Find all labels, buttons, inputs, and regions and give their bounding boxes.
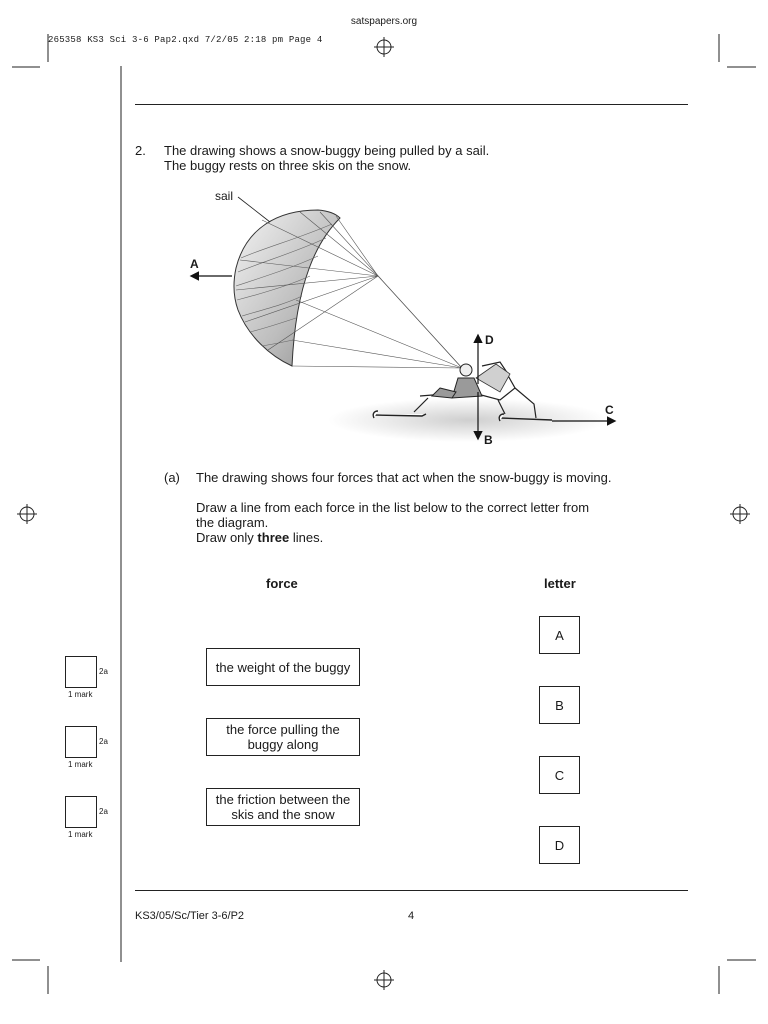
force-text-line: the friction between the [215, 792, 351, 807]
column-header-force: force [266, 576, 298, 591]
part-a-instruction-1: Draw a line from each force in the list below to the correct letter from [196, 500, 590, 515]
arrow-label-d: D [485, 333, 494, 347]
letter-box-c[interactable]: C [539, 756, 580, 794]
arrow-label-a: A [190, 257, 199, 271]
footer-page-number: 4 [408, 910, 415, 922]
question-line-2: The buggy rests on three skis on the snow. [164, 158, 412, 173]
force-box-friction[interactable] [206, 788, 360, 826]
mark-tag: 2a [99, 737, 108, 746]
mark-label: 1 mark [68, 690, 93, 699]
question-line-1: The drawing shows a snow-buggy being pulled by a sail. [164, 143, 490, 158]
arrow-label-b: B [484, 433, 493, 447]
part-a-letter: (a) [164, 470, 180, 485]
footer-code: KS3/05/Sc/Tier 3-6/P2 [135, 910, 245, 922]
instruction-3-pre: Draw only [196, 530, 258, 545]
sail-leader-line [238, 197, 270, 222]
arrow-label-c: C [605, 403, 614, 417]
instruction-3-post: lines. [289, 530, 324, 545]
mark-box-3 [65, 796, 97, 828]
letter-box-a[interactable]: A [539, 616, 580, 654]
sail-canopy [234, 210, 340, 366]
force-box-pulling[interactable] [206, 718, 360, 756]
print-slug: 265358 KS3 Sci 3-6 Pap2.qxd 7/2/05 2:18 pm Page 4 [48, 35, 323, 45]
mark-tag: 2a [99, 807, 108, 816]
bottom-rule [135, 890, 688, 891]
part-a-intro: The drawing shows four forces that act when the snow-buggy is moving. [196, 470, 612, 485]
force-text-line: the weight of the buggy [215, 659, 351, 675]
part-a-instruction-3 [196, 530, 323, 545]
force-text-line: buggy along [247, 737, 319, 752]
force-text-line: skis and the snow [231, 807, 335, 822]
mark-box-1 [65, 656, 97, 688]
site-watermark: satspapers.org [350, 16, 418, 27]
mark-tag: 2a [99, 667, 108, 676]
mark-box-2 [65, 726, 97, 758]
question-number: 2. [135, 143, 146, 158]
force-box-weight[interactable] [206, 648, 360, 686]
sail-label: sail [215, 189, 234, 203]
instruction-3-bold: three [257, 530, 290, 545]
letter-box-d[interactable]: D [539, 826, 580, 864]
part-a-instruction-2: the diagram. [196, 515, 269, 530]
force-text-line: the force pulling the [226, 722, 340, 737]
mark-label: 1 mark [68, 760, 93, 769]
column-header-letter: letter [544, 576, 576, 591]
mark-label: 1 mark [68, 830, 93, 839]
snow-ground [328, 398, 608, 442]
letter-box-b[interactable]: B [539, 686, 580, 724]
